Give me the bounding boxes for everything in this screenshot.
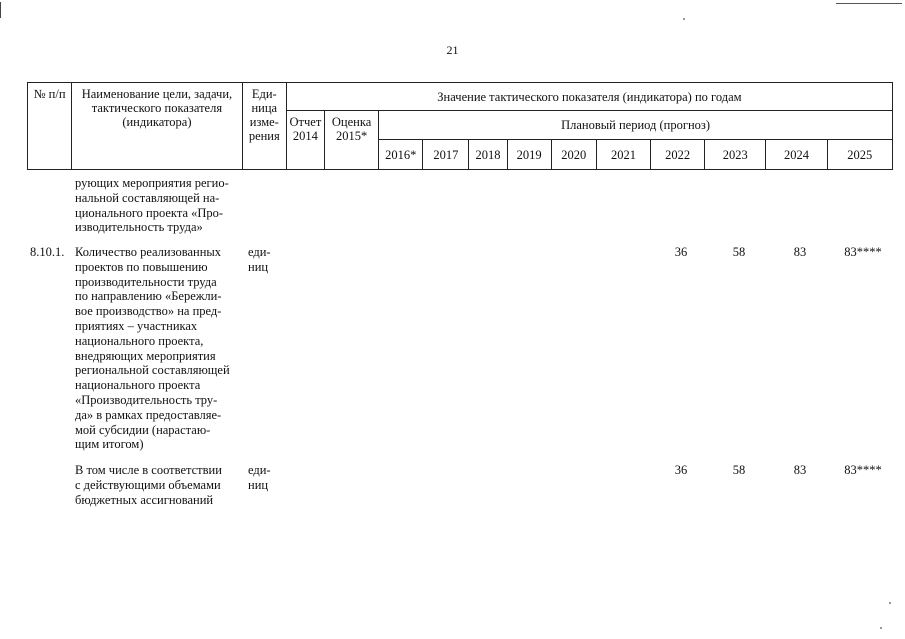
scan-speck <box>683 18 685 20</box>
margin-mark <box>0 2 3 18</box>
header-values: Значение тактического показателя (индикатора) по годам <box>286 83 892 111</box>
name-line: региональной составляющей <box>75 363 230 378</box>
header-year: 2024 <box>766 140 827 170</box>
name-line: В том числе в соответствии <box>75 463 222 477</box>
value-2025: 83**** <box>844 463 882 477</box>
unit-line: еди- <box>248 245 271 259</box>
name-line: национального проекта, <box>75 333 204 348</box>
value-2025: 83**** <box>844 245 882 259</box>
header-year: 2020 <box>551 140 596 170</box>
name-line: по направлению «Бережли- <box>75 289 222 304</box>
header-num: № п/п <box>28 83 72 170</box>
header-unit: Еди-ница изме-рения <box>242 83 286 170</box>
value-2024: 83 <box>793 463 807 477</box>
name-line: ционального проекта «Про- <box>75 205 224 220</box>
header-year: 2021 <box>596 140 650 170</box>
name-line: нальной составляющей на- <box>75 190 220 205</box>
header-year: 2019 <box>507 140 551 170</box>
name-line: «Производительность тру- <box>75 392 218 407</box>
value-2022: 36 <box>674 245 688 259</box>
row-continuation-name <box>75 176 237 235</box>
name-line: бюджетных ассигнований <box>75 492 214 507</box>
table-header <box>27 82 893 169</box>
unit-cell <box>248 245 278 275</box>
header-year: 2016* <box>379 140 423 170</box>
header-year: 2025 <box>827 140 892 170</box>
header-year: 2018 <box>469 140 507 170</box>
unit-line: еди- <box>248 463 271 477</box>
name-line: национального проекта <box>75 378 201 393</box>
name-line: внедряющих мероприятия <box>75 348 216 363</box>
header-plan: Плановый период (прогноз) <box>379 111 893 140</box>
name-line: с действующими объемами <box>75 477 221 492</box>
header-report: Отчет 2014 <box>286 111 324 170</box>
value-2023: 58 <box>732 245 746 259</box>
name-line: приятиях – участниках <box>75 318 198 333</box>
header-name: Наименование цели, задачи, тактического показателя (индикатора) <box>72 83 243 170</box>
unit-line: ниц <box>248 477 269 492</box>
page-number: 21 <box>446 43 459 57</box>
header-year: 2023 <box>705 140 766 170</box>
name-line: щим итогом) <box>75 437 144 452</box>
value-2024: 83 <box>793 245 807 259</box>
name-line: да» в рамках предоставляе- <box>75 407 222 422</box>
header-estimate: Оценка 2015* <box>324 111 378 170</box>
unit-cell <box>248 463 278 493</box>
indicator-subrow-name <box>75 463 237 507</box>
indicator-name <box>75 245 237 452</box>
scan-edge-line <box>836 3 902 4</box>
row-number: 8.10.1. <box>30 245 65 259</box>
header-year: 2017 <box>423 140 469 170</box>
name-line: вое производство» на пред- <box>75 304 222 319</box>
value-2022: 36 <box>674 463 688 477</box>
scan-speck <box>889 602 891 604</box>
name-line: мой субсидии (нарастаю- <box>75 422 211 437</box>
name-line: проектов по повышению <box>75 259 208 274</box>
unit-line: ниц <box>248 259 269 274</box>
value-2023: 58 <box>732 463 746 477</box>
header-year: 2022 <box>651 140 705 170</box>
name-line: изводительность труда» <box>75 220 203 235</box>
name-line: рующих мероприятия регио- <box>75 176 229 190</box>
name-line: производительности труда <box>75 274 217 289</box>
name-line: Количество реализованных <box>75 245 222 259</box>
scan-speck <box>880 627 882 629</box>
